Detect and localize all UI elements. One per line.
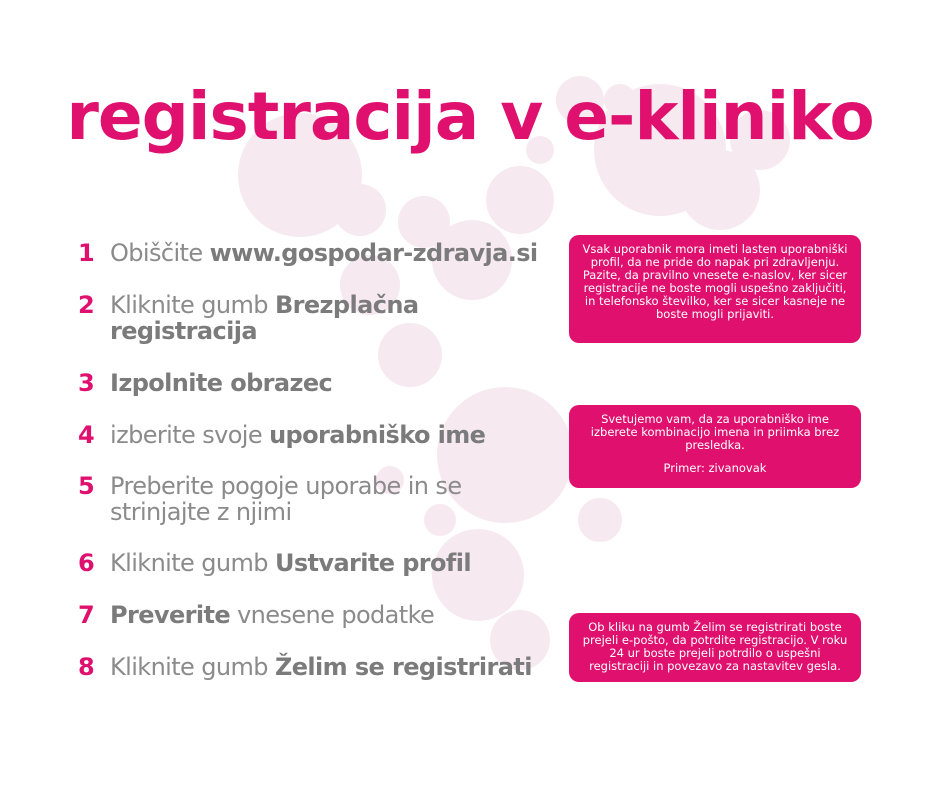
- note-confirm: [569, 613, 861, 682]
- note-profile-text: Vsak uporabnik mora imeti lasten uporabniški profil, da ne pride do napak pri zdravljenju. Pazite, da pravilno vnesete e-naslov, ker sicer registracije ne boste mogli uspešno zaključiti, in telefonsko številko, ker se sicer kasneje ne boste mogli prijaviti.: [582, 242, 848, 321]
- step-text: [110, 422, 485, 448]
- note-username-text: Svetujemo vam, da za uporabniško ime izberete kombinacijo imena in priimka brez presledka.: [590, 412, 840, 452]
- step-text: [110, 550, 471, 576]
- step-text-part: izberite svoje: [110, 421, 270, 449]
- step-5: [78, 473, 558, 525]
- step-number: 7: [78, 601, 95, 629]
- page-title: registracija v e-kliniko: [66, 78, 874, 155]
- step-number: 5: [78, 472, 95, 500]
- step-text-part: Kliknite gumb: [110, 291, 275, 319]
- step-2: [78, 292, 558, 344]
- step-6: [78, 550, 558, 576]
- step-text-bold: Brezplačna registracija: [110, 291, 419, 345]
- note-profile: [569, 235, 861, 343]
- step-text-part: Preberite pogoje uporabe in se strinjajte z njimi: [110, 472, 462, 526]
- note-username: [569, 405, 861, 488]
- step-3: [78, 370, 558, 396]
- step-text: [110, 240, 538, 266]
- step-text-bold: Preverite: [110, 601, 231, 629]
- step-number: 6: [78, 549, 95, 577]
- note-example-text: Primer: zivanovak: [663, 461, 767, 475]
- step-number: 4: [78, 421, 95, 449]
- step-text-bold: Izpolnite obrazec: [110, 369, 333, 397]
- step-4: [78, 422, 558, 448]
- step-number: 2: [78, 291, 95, 319]
- step-number: 1: [78, 239, 95, 267]
- step-text-bold: Ustvarite profil: [274, 549, 472, 577]
- step-text-part: Obiščite: [110, 239, 210, 267]
- step-number: 3: [78, 369, 95, 397]
- step-link-text[interactable]: www.gospodar-zdravja.si: [209, 239, 538, 267]
- step-text-part: Kliknite gumb: [110, 549, 275, 577]
- step-number: 8: [78, 653, 95, 681]
- step-text-bold: Želim se registrirati: [274, 653, 532, 681]
- step-7: [78, 602, 558, 628]
- step-text-part: Kliknite gumb: [110, 653, 275, 681]
- step-text: [110, 370, 332, 396]
- step-text-bold: uporabniško ime: [269, 421, 486, 449]
- note-confirm-text: Ob kliku na gumb Želim se registrirati boste prejeli e-pošto, da potrdite registracijo. V roku 24 ur boste prejeli potrdilo o uspešni registraciji in povezavo za nastavitev gesla.: [582, 620, 848, 673]
- step-1: [78, 240, 558, 266]
- step-text-part: vnesene podatke: [230, 601, 435, 629]
- step-8: [78, 654, 558, 680]
- step-text: [110, 602, 434, 628]
- step-text: [110, 473, 510, 525]
- step-text: [110, 292, 450, 344]
- step-text: [110, 654, 532, 680]
